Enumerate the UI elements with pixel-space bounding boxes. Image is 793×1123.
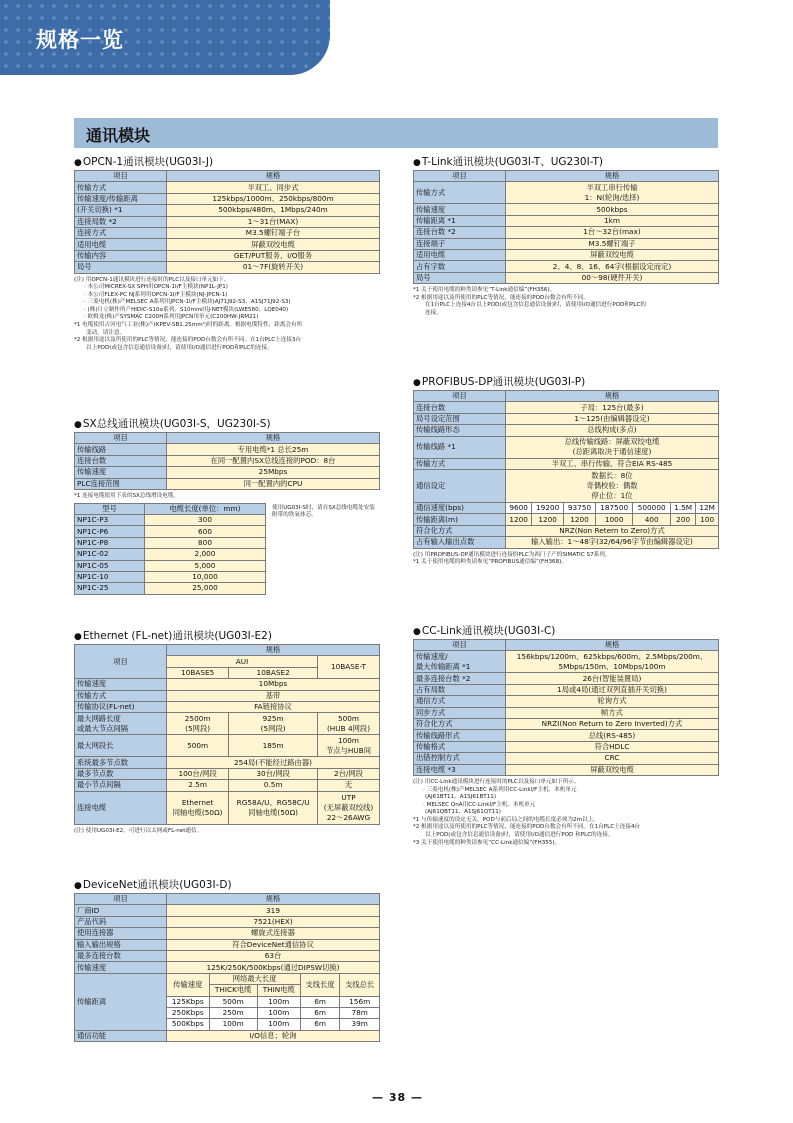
row-key: 连接端子 [414, 238, 506, 249]
row-value: 500000 [633, 502, 671, 513]
row-key: 传输协议(FL-net) [75, 701, 167, 712]
row-value: 9600 [506, 502, 532, 513]
row-value: 800 [145, 537, 266, 548]
row-value: 25Mbps [167, 467, 380, 478]
row-key: 传输格式 [414, 741, 506, 752]
ethernet-block [74, 629, 380, 835]
footnote: (注) 用CC-Link通讯模块进行连接时的PLC以及接口单元如下所示。 [413, 778, 580, 785]
col-header: AUI [167, 656, 318, 667]
row-value: 500m (HUB 4网段) [318, 713, 380, 735]
row-key: 传输速度 [75, 679, 167, 690]
table-row [414, 238, 719, 249]
footnote: · 本公司MICREX-SX SPH用OPCN-1I/F主模块(NP1L-JP1) [84, 284, 228, 291]
row-value: 250m [209, 1007, 257, 1018]
row-key: 传输线路 [75, 444, 167, 455]
footnote: 变动，请注意。 [86, 329, 126, 336]
row-value: 30台/网段 [229, 768, 318, 779]
sx-side-note: 使用UG03I-S时，请在SX总线电缆处安装附带的铁氧体芯。 [272, 504, 375, 519]
row-value: 总线(RS-485) [506, 730, 719, 741]
row-key: NP1C-P6 [75, 526, 145, 537]
devicenet-title: ● DeviceNet通讯模块(UG03I-D) [74, 878, 380, 893]
table-row [75, 227, 380, 238]
row-key: 传输内容 [75, 250, 167, 261]
row-value: 187500 [595, 502, 633, 513]
row-key: 传输线路形态 [414, 425, 506, 436]
row-value: 500m [209, 996, 257, 1007]
row-value: 500Kbps [167, 1019, 210, 1030]
col-header: 项目 [75, 433, 167, 444]
table-row [414, 684, 719, 695]
row-value: 100m [257, 1007, 300, 1018]
table-row [75, 239, 380, 250]
section-bar [74, 118, 718, 148]
profibus-title: ● PROFIBUS-DP通讯模块(UG03I-P) [413, 375, 719, 390]
row-value: 子局：125台(最多) [506, 402, 719, 413]
row-value: 2500m (5网段) [167, 713, 229, 735]
row-value: 1.5M [670, 502, 695, 513]
row-value: 93750 [564, 502, 596, 513]
row-value: 00～98(硬件开关) [506, 272, 719, 283]
row-key: 符合化方式 [414, 525, 506, 536]
footnote: *2 根据用途以及所使用的PLC等情况，能连接的POD台数会有所不同。在1台PLC上连接4台 [413, 824, 641, 831]
row-value: 屏蔽双绞电缆 [167, 239, 380, 250]
row-key: 传输速度/传输距离 [75, 193, 167, 204]
row-value: 500m [167, 735, 229, 757]
row-value: 半双工、同步式 [167, 182, 380, 193]
row-value: 2台/网段 [318, 768, 380, 779]
footnote: · 欧姆龙(株)产SYSMAC C200H系列用JPCN用单元(C200HW-JRM21) [84, 314, 259, 321]
row-value: 屏蔽双绞电缆 [506, 249, 719, 260]
row-value: 数据长：8位 奇偶校验：偶数 停止位：1位 [506, 469, 719, 502]
row-value: 125K/250K/500Kbps(通过DIPSW切换) [167, 962, 380, 973]
footnote: 以上POD(或包含信息通信设备)时，请使用I/O通信进行POD和PLC的连接。 [86, 344, 273, 351]
row-key: 连接局数 *2 [75, 216, 167, 227]
footnote: *3 关于使用电缆的种类请参见“CC-Link通信编”(FH355)。 [413, 839, 561, 846]
row-key: 传输速度 [414, 204, 506, 215]
row-value: 01～7F(旋转开关) [167, 262, 380, 273]
footnote: *2 根据用途以及所使用的PLC等情况，能连接的POD台数会有所不同。在1台PLC上连接3台 [74, 337, 302, 344]
col-header: 规格 [167, 433, 380, 444]
footnote: *1 电缆使用古河电气工业(株)产(KPEV-SB1.25mm²)时的距离。根据电缆特性，距离会有所 [74, 322, 303, 329]
col-header: 型号 [75, 503, 145, 514]
row-value: 输入输出：1～48字(32/64/96字节由编辑器设定) [506, 537, 719, 548]
row-value: 在同一配置内SX总线连接的POD：8台 [167, 455, 380, 466]
col-header: 规格 [506, 171, 719, 182]
footnote: (注) 用OPCN-1通讯模块进行连接时的PLC以及接口单元如下。 [74, 276, 230, 283]
row-key: 厂商ID [75, 905, 167, 916]
col-header: 规格 [167, 894, 380, 905]
tlink-notes [413, 287, 719, 317]
row-value: Ethernet 同轴电缆(50Ω) [167, 791, 229, 824]
row-key: 传输速度/ 最大传输距离 *1 [414, 651, 506, 673]
row-value: 支线总长 [340, 973, 380, 996]
table-row [414, 764, 719, 775]
table-row [414, 537, 719, 548]
row-key: 占有局数 [414, 684, 506, 695]
row-key: 传输线路 *1 [414, 436, 506, 458]
cclink-title: ● CC-Link通讯模块(UG03I-C) [413, 624, 719, 639]
row-value: 100m [209, 1019, 257, 1030]
table-row [75, 583, 266, 594]
row-key: 传输距离 [75, 973, 167, 1030]
row-key: 传输线路形式 [414, 730, 506, 741]
row-value: 基带 [167, 690, 380, 701]
row-key: 最大网路长度 或最大节点间隔 [75, 713, 167, 735]
row-value: 100m [257, 996, 300, 1007]
footnote: *1 与传输速度的设定无关，POD与前后局之间的电缆长度必须为2m以上。 [413, 816, 599, 823]
row-value: 5,000 [145, 560, 266, 571]
row-value: 200 [670, 514, 695, 525]
row-value: 156kbps/1200m、625kbps/600m、2.5Mbps/200m、 5Mbps/150m、10Mbps/100m [506, 651, 719, 673]
footnote: · 三菱电机(株)产MELSEC A系列用JPCN-1I/F主模块(AJ71J92-S3、A1SJ71J92-S3) [84, 299, 291, 306]
row-value: THIN电缆 [257, 985, 300, 996]
table-row [75, 916, 380, 927]
row-value: 符合HDLC [506, 741, 719, 752]
row-key: NP1C-P3 [75, 514, 145, 525]
row-value: NRZI(Non Return to Zero Inverted)方式 [506, 718, 719, 729]
opcn-table [74, 170, 380, 274]
opcn-block [74, 155, 380, 352]
row-key: 传输方式 [75, 182, 167, 193]
ethernet-table [74, 644, 380, 825]
opcn-notes [74, 277, 380, 353]
ethernet-title: ● Ethernet (FL-net)通讯模块(UG03I-E2) [74, 629, 380, 644]
table-row [414, 707, 719, 718]
row-value: 125Kbps [167, 996, 210, 1007]
row-value: 300 [145, 514, 266, 525]
col-header: 项目 [414, 391, 506, 402]
col-header: 项目 [414, 171, 506, 182]
table-row [414, 425, 719, 436]
row-value: 支线长度 [300, 973, 340, 996]
row-key: (开关切换) *1 [75, 205, 167, 216]
devicenet-table [74, 893, 380, 1042]
row-key: 通信功能 [75, 1030, 167, 1041]
row-value: 1000 [595, 514, 633, 525]
col-header: 项目 [75, 645, 167, 679]
profibus-table [413, 390, 719, 549]
table-row [414, 261, 719, 272]
row-key: 同步方式 [414, 707, 506, 718]
row-key: 传输方式 [414, 458, 506, 469]
row-key: 传输速度 [75, 467, 167, 478]
col-header: 规格 [506, 640, 719, 651]
sx-table [74, 432, 380, 490]
row-value: 屏蔽双绞电缆 [506, 764, 719, 775]
table-row [75, 467, 380, 478]
footnote: · MELSEC QnA用CC-LinkI/F主机、本机单元 [423, 801, 536, 808]
row-value: 100台/网段 [167, 768, 229, 779]
row-value: M3.5螺钉端子 [506, 238, 719, 249]
row-value: 319 [167, 905, 380, 916]
row-key: 局号 [414, 272, 506, 283]
row-value: 10,000 [145, 571, 266, 582]
row-key: 最小节点间隔 [75, 780, 167, 791]
row-value: 帧方式 [506, 707, 719, 718]
tlink-title: ● T-Link通讯模块(UG03I-T、UG230I-T) [413, 155, 719, 170]
col-header: 10BASE5 [167, 667, 229, 678]
row-value: 螺旋式连接器 [167, 928, 380, 939]
cclink-block [413, 624, 719, 847]
table-row [414, 753, 719, 764]
row-value: 10Mbps [167, 679, 380, 690]
row-key: 最多连接台数 *2 [414, 673, 506, 684]
footnote: (注) 用PROFIBUS-DP通讯模块进行连接的PLC为西门子产的SIMATIC S7系列。 [413, 551, 611, 558]
table-row [414, 227, 719, 238]
row-value: 半双工串行传输 1：N(轮询/选择) [506, 182, 719, 204]
row-key: NP1C-P8 [75, 537, 145, 548]
row-key: 符合化方式 [414, 718, 506, 729]
row-key: 通信速度(bps) [414, 502, 506, 513]
footnote: · (株)日立制作所产HIDIC-S10α系列、S10mini用J-NET模块(LWE580、LQE040) [84, 306, 289, 313]
row-value: 100 [696, 514, 719, 525]
col-header: 电缆长度(单位：mm) [145, 503, 266, 514]
row-value: FA链接协议 [167, 701, 380, 712]
row-key: 最大网段长 [75, 735, 167, 757]
row-value: 26台(智能装置局) [506, 673, 719, 684]
row-value: 专用电缆*1 总长25m [167, 444, 380, 455]
section-title: 通讯模块 [86, 126, 151, 145]
row-key: 系统最多节点数 [75, 757, 167, 768]
row-value: 2.5m [167, 780, 229, 791]
row-value: 19200 [532, 502, 564, 513]
table-row [414, 402, 719, 413]
footnote: 以上POD(或包含信息通信设备)时，请使用I/O通信进行POD 和PLC的连接。 [425, 832, 614, 839]
table-row [75, 193, 380, 204]
row-key: 连接电缆 [75, 791, 167, 824]
row-key: 连接台数 *2 [414, 227, 506, 238]
row-key: 占有字数 [414, 261, 506, 272]
table-row [75, 478, 380, 489]
row-key: 适用电缆 [75, 239, 167, 250]
table-row [75, 514, 266, 525]
row-key: 局号设定范围 [414, 413, 506, 424]
row-key: 最多节点数 [75, 768, 167, 779]
row-value: 无 [318, 780, 380, 791]
row-value: 1200 [564, 514, 596, 525]
row-value: 符合DeviceNet通信协议 [167, 939, 380, 950]
row-key: 连接台数 [414, 402, 506, 413]
row-value: 925m (5网段) [229, 713, 318, 735]
table-row [75, 928, 380, 939]
row-value: 2、4、8、16、64字(根据设定而定) [506, 261, 719, 272]
table-row [75, 939, 380, 950]
row-value: UTP (无屏蔽双绞线) 22～26AWG [318, 791, 380, 824]
table-row [414, 249, 719, 260]
row-value: 156m [340, 996, 380, 1007]
row-value: 100m [257, 1019, 300, 1030]
row-value: THICK电缆 [209, 985, 257, 996]
table-row [75, 455, 380, 466]
table-row [414, 525, 719, 536]
col-header: 规格 [167, 171, 380, 182]
row-key: 连接台数 [75, 455, 167, 466]
row-value: 125kbps/1000m、250kbps/800m [167, 193, 380, 204]
row-value: 400 [633, 514, 671, 525]
row-value: NRZ(Non Retern to Zero)方式 [506, 525, 719, 536]
row-key: 输入输出规格 [75, 939, 167, 950]
col-header: 项目 [75, 894, 167, 905]
row-key: 产品代码 [75, 916, 167, 927]
col-header: 10BASE-T [318, 656, 380, 679]
row-key: 使用连接器 [75, 928, 167, 939]
row-value: 254局(不能经过路由器) [167, 757, 380, 768]
table-row [75, 560, 266, 571]
row-value: 总线传输线路：屏蔽双绞电缆 (总距离取决于通信速度) [506, 436, 719, 458]
row-value: 传输速度 [167, 973, 210, 996]
row-value: RG58A/U、RG58C/U 同轴电缆(50Ω) [229, 791, 318, 824]
col-header: 规格 [506, 391, 719, 402]
row-value: 6m [300, 1007, 340, 1018]
footnote: (AJ61BT11、A1SJ61BT11) [425, 794, 497, 801]
row-key: 最多连接台数 [75, 950, 167, 961]
row-key: 出错控制方式 [414, 753, 506, 764]
row-value: I/O信息；轮询 [167, 1030, 380, 1041]
row-value: 1km [506, 215, 719, 226]
row-value: 1～31台(MAX) [167, 216, 380, 227]
row-value: 总线构成(多点) [506, 425, 719, 436]
row-value: 500kbps/480m、1Mbps/240m [167, 205, 380, 216]
table-row [75, 250, 380, 261]
table-row [75, 537, 266, 548]
row-value: 6m [300, 996, 340, 1007]
table-row [414, 673, 719, 684]
table-row [75, 950, 380, 961]
row-key: PLC连接范围 [75, 478, 167, 489]
footnote: *2 根据用途以及所使用的PLC等情况，能连接的POD台数会有所不同。 [413, 294, 590, 301]
row-value: 1200 [532, 514, 564, 525]
table-row [75, 571, 266, 582]
row-key: 传输距离(m) [414, 514, 506, 525]
page-header-band [0, 0, 330, 75]
row-key: 通信方式 [414, 696, 506, 707]
table-row [414, 272, 719, 283]
footnote: (AJ61QBT11、A1SJ61QT11) [425, 809, 501, 816]
sx-cable-table [74, 503, 266, 595]
row-value: 12M [696, 502, 719, 513]
sx-block [74, 417, 380, 595]
col-header: 项目 [414, 640, 506, 651]
row-key: 传输方式 [414, 182, 506, 204]
table-row [75, 182, 380, 193]
footnote: · 本公司FLEX-PC NJ系列用OPCN-1I/F主模块(NJ-JPCN-1) [84, 291, 228, 298]
row-value: 250Kbps [167, 1007, 210, 1018]
row-value: 2,000 [145, 549, 266, 560]
sx-note: *1 连接电缆使用下表的SX总线增设电缆。 [74, 492, 180, 499]
col-header: 项目 [75, 171, 167, 182]
cclink-notes [413, 779, 719, 847]
table-row [414, 215, 719, 226]
row-key: 占有输入输出点数 [414, 537, 506, 548]
footnote: *1 关于使用电缆的种类请参见“PROFIBUS通信编”(FH368)。 [413, 559, 567, 566]
row-key: 连接方式 [75, 227, 167, 238]
table-row [75, 205, 380, 216]
table-row [75, 526, 266, 537]
row-key: 局号 [75, 262, 167, 273]
table-row [414, 730, 719, 741]
row-key: NP1C-25 [75, 583, 145, 594]
table-row [414, 718, 719, 729]
row-key: NP1C-05 [75, 560, 145, 571]
col-header: 10BASE2 [229, 667, 318, 678]
cclink-table [413, 639, 719, 776]
row-value: GET/PUT服务、I/O服务 [167, 250, 380, 261]
profibus-block [413, 375, 719, 567]
row-value: M3.5螺钉端子台 [167, 227, 380, 238]
footnote: *1 关于使用电缆的种类请参见“T-Link通信编”(FH356)。 [413, 287, 556, 294]
footnote: 在1台PLC上连接4台以上POD(或包含信息通信设备)时，请使用I/O通信进行POD和PLC的 [425, 302, 647, 309]
table-row [75, 444, 380, 455]
row-value: 6m [300, 1019, 340, 1030]
table-row [75, 549, 266, 560]
row-key: NP1C-10 [75, 571, 145, 582]
profibus-notes [413, 552, 719, 567]
col-header: 规格 [167, 645, 380, 656]
row-value: 100m 节点与HUB间 [318, 735, 380, 757]
row-value: 1～125(由编辑器设定) [506, 413, 719, 424]
row-key: 传输方式 [75, 690, 167, 701]
footnote: 连接。 [425, 309, 442, 316]
row-value: 轮询方式 [506, 696, 719, 707]
row-value: 1200 [506, 514, 532, 525]
row-value: 同一配置内的CPU [167, 478, 380, 489]
table-row [414, 413, 719, 424]
table-row [75, 262, 380, 273]
row-key: 传输速度 [75, 962, 167, 973]
opcn-title: ● OPCN-1通讯模块(UG03I-J) [74, 155, 380, 170]
row-key: 连接电缆 *3 [414, 764, 506, 775]
row-value: 600 [145, 526, 266, 537]
row-value: 78m [340, 1007, 380, 1018]
row-value: 1局或4局(通过双列直插开关切换) [506, 684, 719, 695]
row-value: 1台～32台(max) [506, 227, 719, 238]
table-row [75, 905, 380, 916]
ethernet-note: (注) 使用UG03I-E2，可进行以太网或FL-net通信。 [74, 827, 203, 834]
table-row [414, 696, 719, 707]
row-value: 25,000 [145, 583, 266, 594]
page-header-title: 规格一览 [36, 28, 124, 52]
row-value: 500kbps [506, 204, 719, 215]
table-row [414, 204, 719, 215]
row-value: 185m [229, 735, 318, 757]
table-row [75, 962, 380, 973]
row-key: 传输距离 *1 [414, 215, 506, 226]
row-value: 7521(HEX) [167, 916, 380, 927]
table-row [414, 741, 719, 752]
tlink-block [413, 155, 719, 318]
row-value: 0.5m [229, 780, 318, 791]
row-value: 网络最大长度 [209, 973, 300, 984]
footnote: · 三菱电机(株)产MELSEC A系列用CC-LinkI/F主机、本机单元 [423, 786, 577, 793]
devicenet-block [74, 878, 380, 1042]
row-value: 39m [340, 1019, 380, 1030]
row-value: 63台 [167, 950, 380, 961]
tlink-table [413, 170, 719, 284]
table-row [75, 216, 380, 227]
row-key: 适用电缆 [414, 249, 506, 260]
row-key: NP1C-02 [75, 549, 145, 560]
row-value: CRC [506, 753, 719, 764]
row-value: 半双工、串行传输、符合EIA RS-485 [506, 458, 719, 469]
sx-title: ● SX总线通讯模块(UG03I-S，UG230I-S) [74, 417, 380, 432]
row-key: 通信设定 [414, 469, 506, 502]
page-number: — 38 — [372, 1091, 423, 1104]
